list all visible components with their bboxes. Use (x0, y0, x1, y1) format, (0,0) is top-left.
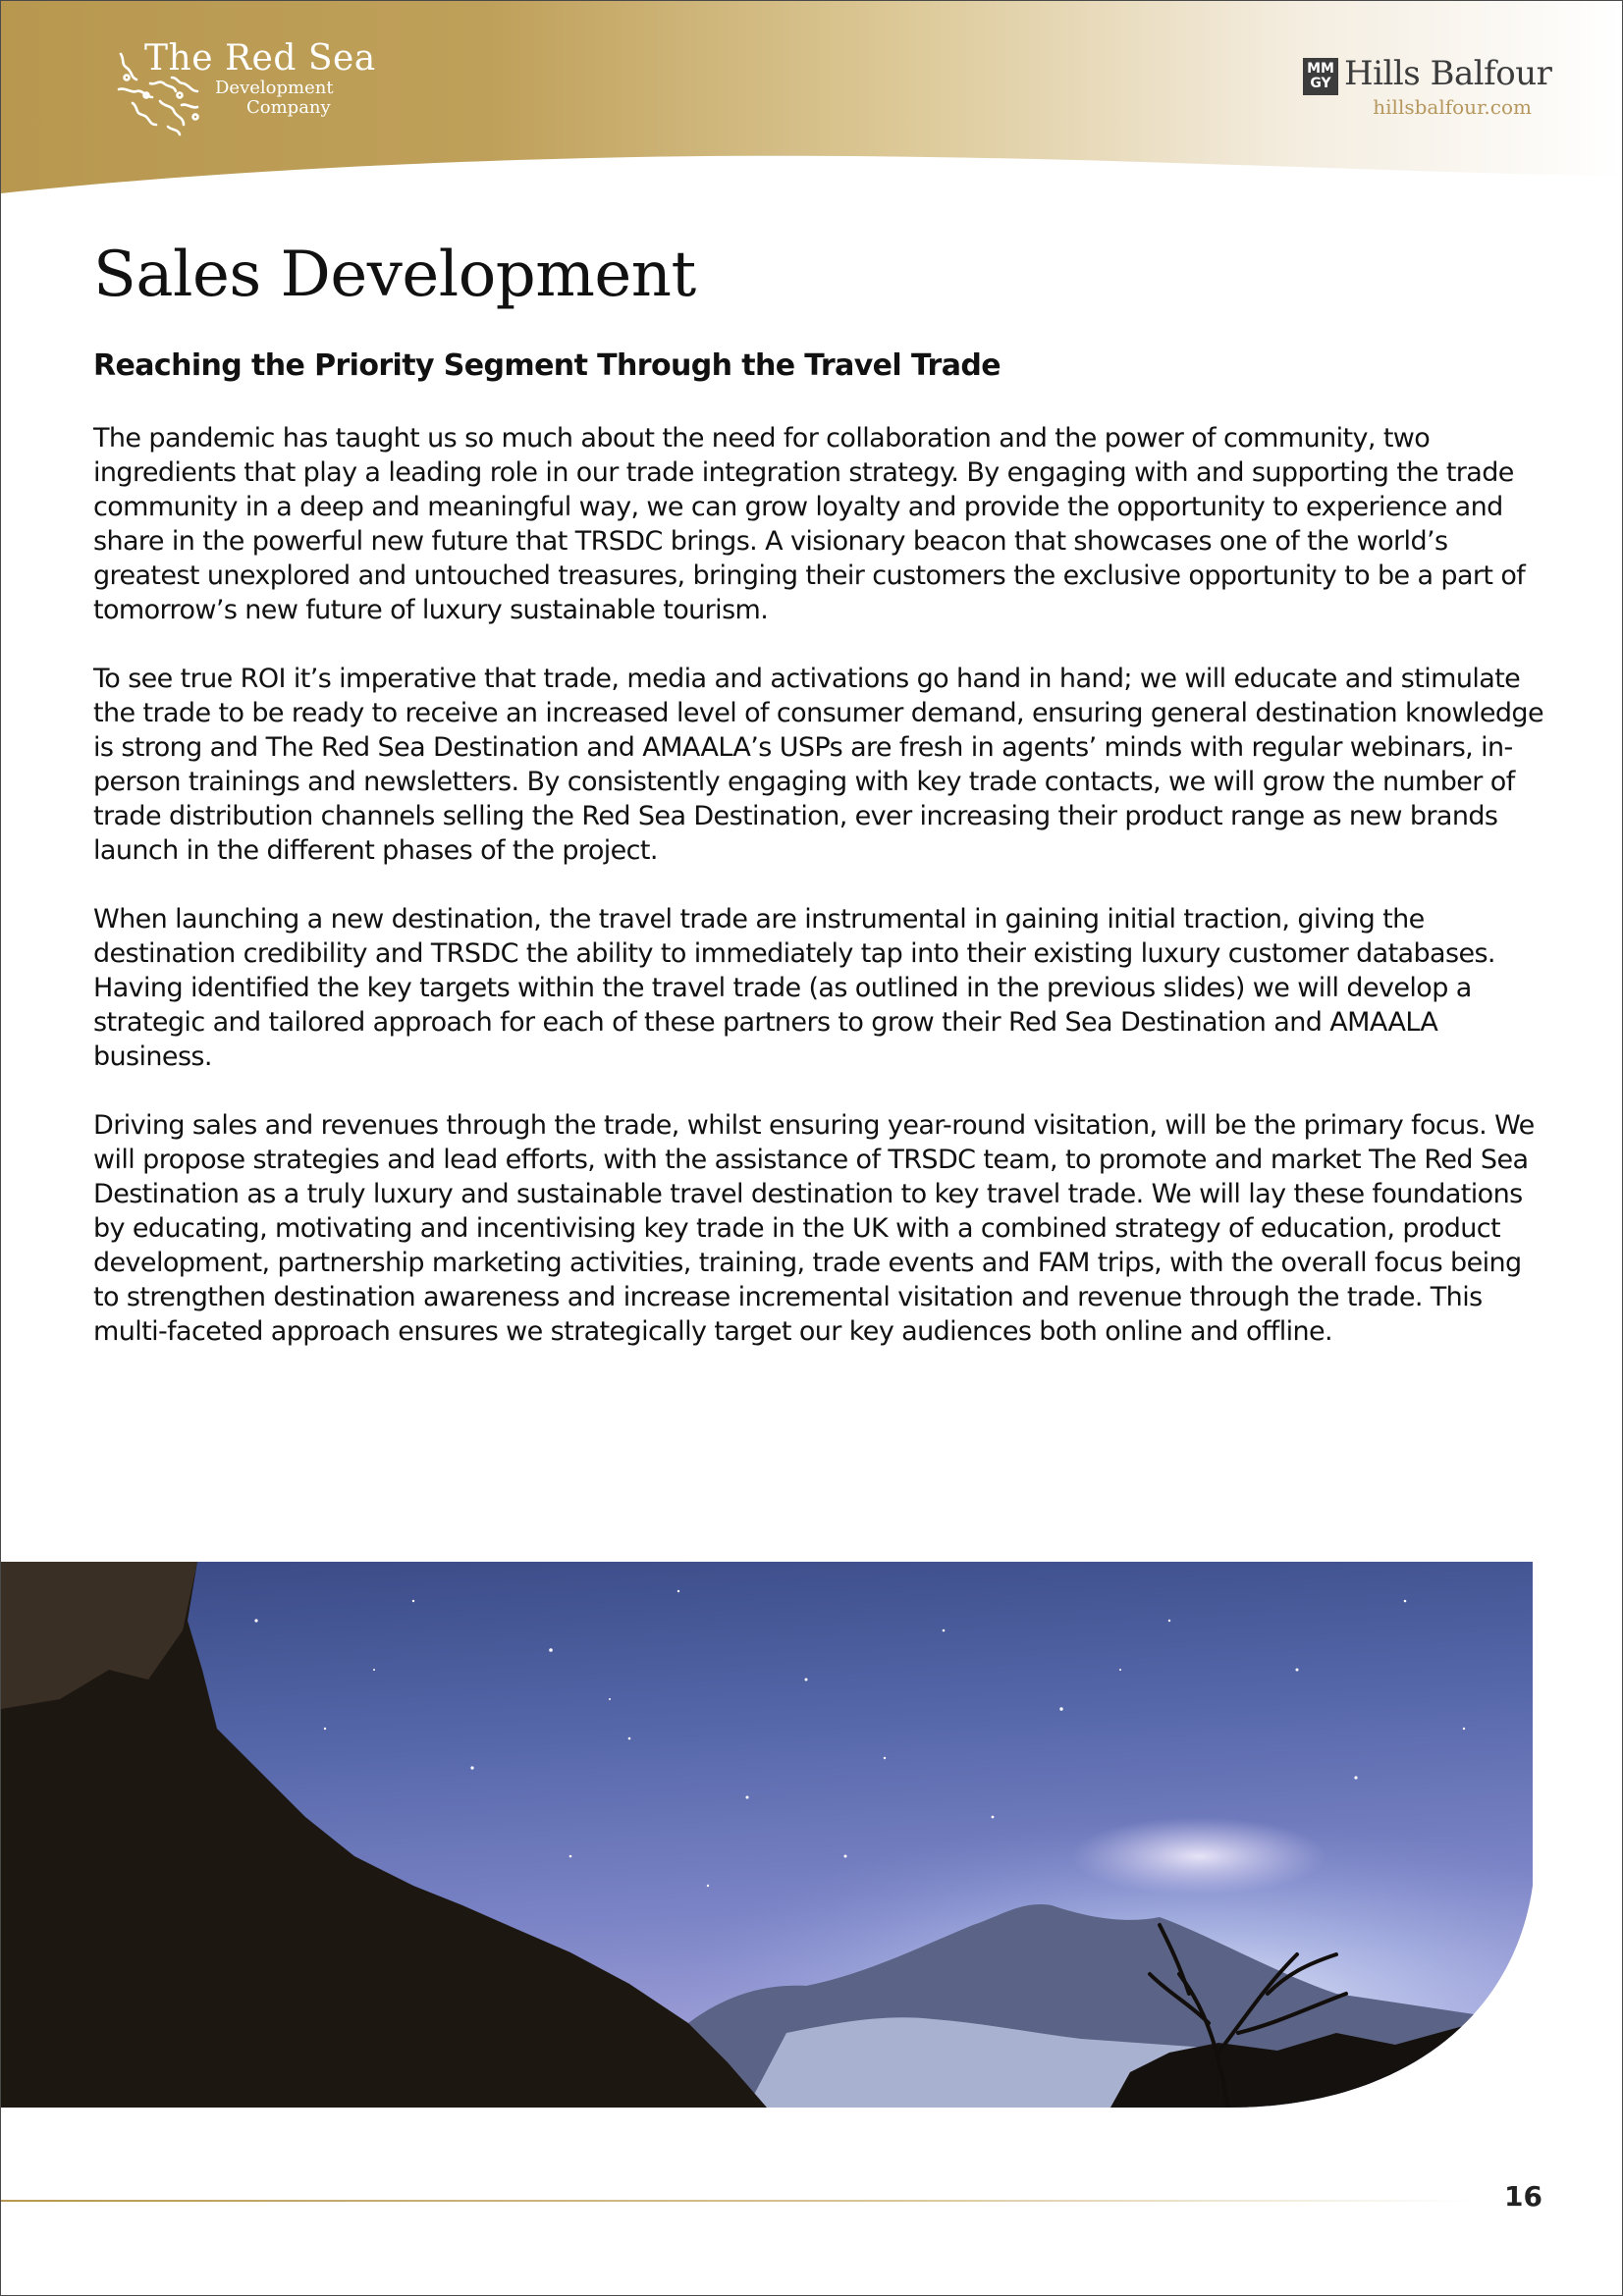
footer-rule (1, 2200, 1474, 2202)
page-subtitle: Reaching the Priority Segment Through the Travel Trade (93, 348, 1001, 383)
body-text (93, 421, 1546, 1383)
mmgy-box-top: MM (1307, 61, 1334, 77)
logo-name-line2: Development (215, 78, 334, 98)
paragraph-1: The pandemic has taught us so much about the need for collaboration and the power of community, two ingredients that play a leading role in our trade integration strategy. By engaging with and supporting the trade community in a deep and meaningful way, we can grow loyalty and provide the opportunity to experience and share in the powerful new future that TRSDC brings. A visionary beacon that showcases one of the world’s greatest unexplored and untouched treasures, bringing their customers the exclusive opportunity to be a part of tomorrow’s new future of luxury sustainable tourism. (93, 423, 1526, 625)
logo-name-line1: The Red Sea (144, 38, 376, 79)
page-number: 16 (1504, 2180, 1542, 2213)
hills-balfour-url: hillsbalfour.com (1373, 95, 1532, 119)
night-sky-mountain-photo (1, 1562, 1533, 2108)
paragraph-3: When launching a new destination, the travel trade are instrumental in gaining initial traction, giving the destination credibility and TRSDC the ability to immediately tap into their existing luxury customer databases. Having identified the key targets within the travel trade (as outlined in the previous slides) we will develop a strategic and tailored approach for each of these partners to grow their Red Sea Destination and AMAALA business. (93, 904, 1495, 1072)
mmgy-box-bottom: GY (1310, 76, 1331, 91)
logo-name-line3: Company (246, 97, 331, 118)
page-title: Sales Development (93, 239, 696, 311)
paragraph-4: Driving sales and revenues through the trade, whilst ensuring year-round visitation, will be the primary focus. We will propose strategies and lead efforts, with the assistance of TRSDC team, to promote and market The Red Sea Destination as a truly luxury and sustainable travel destination to key travel trade. We will lay these foundations by educating, motivating and incentivising key trade in the UK with a combined strategy of education, product development, partnership marketing activities, training, trade events and FAM trips, with the overall focus being to strengthen destination awareness and increase incremental visitation and revenue through the trade. This multi-faceted approach ensures we strategically target our key audiences both online and offline. (93, 1110, 1535, 1347)
mmgy-logo-box (1303, 58, 1338, 95)
hills-balfour-logo (1303, 54, 1597, 127)
hills-balfour-name: Hills Balfour (1344, 54, 1552, 93)
paragraph-2: To see true ROI it’s imperative that trade, media and activations go hand in hand; we will educate and stimulate the trade to be ready to receive an increased level of consumer demand, ensuring general destination knowledge is strong and The Red Sea Destination and AMAALA’s USPs are fresh in agents’ minds with regular webinars, in-person trainings and newsletters. By consistently engaging with key trade contacts, we will grow the number of trade distribution channels selling the Red Sea Destination, ever increasing their product range as new brands launch in the different phases of the project. (93, 664, 1543, 866)
